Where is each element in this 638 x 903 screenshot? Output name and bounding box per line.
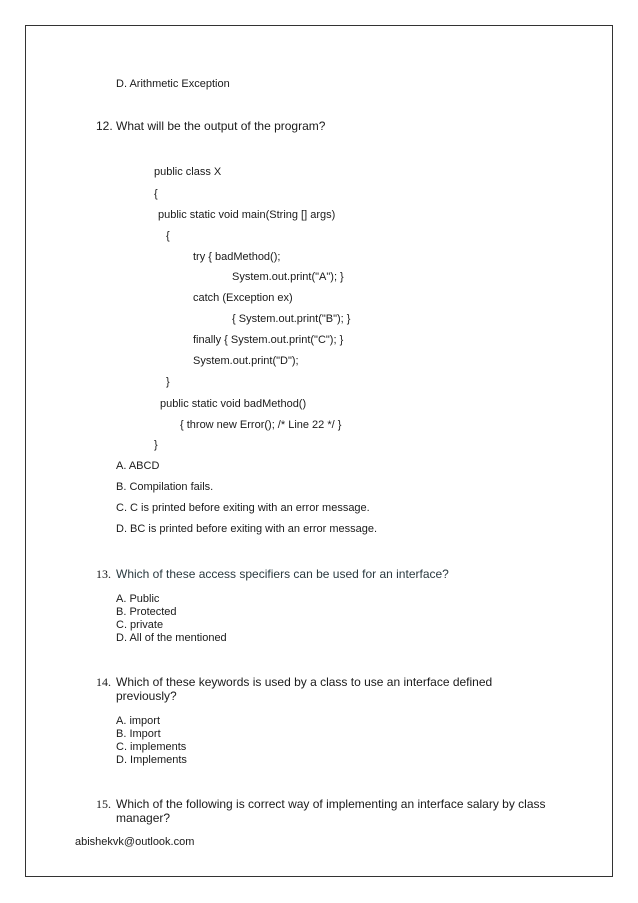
q14-option-c: C. implements [116, 741, 187, 753]
q14-question-line1: Which of these keywords is used by a class to use an interface defined [116, 675, 493, 689]
q12-option-d: D. BC is printed before exiting with an error message. [116, 523, 378, 535]
code-line: public static void main(String [] args) [158, 209, 336, 221]
q12-number: 12. [96, 119, 113, 133]
page-frame [25, 25, 613, 877]
q13-question: Which of these access specifiers can be used for an interface? [116, 567, 449, 581]
code-line: { [154, 188, 158, 200]
q13-option-b: B. Protected [116, 606, 177, 618]
q13-option-d: D. All of the mentioned [116, 632, 227, 644]
q14-question-line2: previously? [116, 689, 177, 703]
q14-number: 14. [96, 675, 111, 689]
code-line: { [166, 230, 170, 242]
q12-option-b: B. Compilation fails. [116, 481, 214, 493]
code-line: } [166, 376, 170, 388]
q15-question-line1: Which of the following is correct way of implementing an interface salary by class [116, 797, 546, 811]
q14-option-a: A. import [116, 715, 161, 727]
q14-option-b: B. Import [116, 728, 161, 740]
code-line: finally { System.out.print("C"); } [193, 334, 344, 346]
code-line: public class X [154, 166, 222, 178]
code-line: public static void badMethod() [160, 398, 307, 410]
code-line: { throw new Error(); /* Line 22 */ } [180, 419, 342, 431]
code-line: System.out.print("D"); [193, 355, 299, 367]
code-line: System.out.print("A"); } [232, 271, 344, 283]
q14-option-d: D. Implements [116, 754, 187, 766]
q12-option-a: A. ABCD [116, 460, 160, 472]
q15-number: 15. [96, 797, 111, 811]
code-line: { System.out.print("B"); } [232, 313, 351, 325]
footer-email: abishekvk@outlook.com [75, 836, 195, 848]
q12-option-c: C. C is printed before exiting with an error message. [116, 502, 370, 514]
q13-option-a: A. Public [116, 593, 160, 605]
q15-question-line2: manager? [116, 811, 171, 825]
q13-number: 13. [96, 567, 111, 581]
q11-option-d: D. Arithmetic Exception [116, 78, 230, 90]
q12-question: What will be the output of the program? [116, 119, 326, 133]
code-line: catch (Exception ex) [193, 292, 293, 304]
code-line: try { badMethod(); [193, 251, 281, 263]
code-line: } [154, 439, 158, 451]
q13-option-c: C. private [116, 619, 164, 631]
